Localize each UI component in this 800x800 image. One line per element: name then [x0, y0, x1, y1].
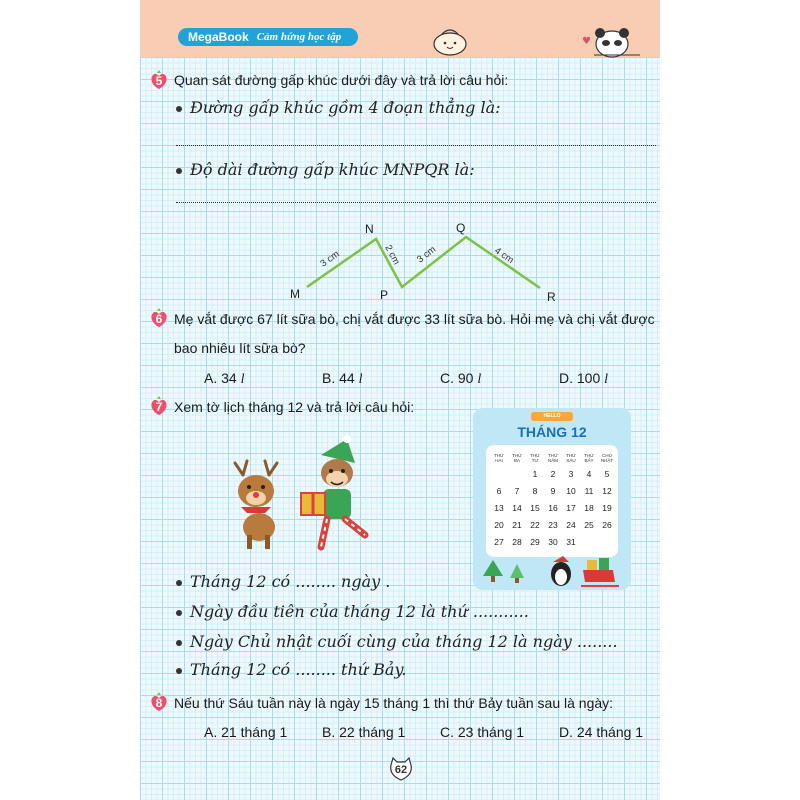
question-7-line-3: Ngày Chủ nhật cuối cùng của tháng 12 là ngày ........ — [176, 632, 618, 651]
question-7-prompt: Xem tờ lịch tháng 12 và trả lời câu hỏi: — [174, 399, 415, 415]
reindeer-icon — [235, 461, 277, 549]
tree-icon — [510, 564, 524, 583]
calendar-day: 1 — [532, 469, 538, 479]
q6-option-b[interactable]: B. 44 l — [322, 370, 363, 387]
sleigh-icon — [581, 558, 619, 586]
calendar-day: 7 — [514, 486, 520, 496]
calendar-weekday-header: THỨ TƯ — [530, 453, 540, 463]
calendar-day: 16 — [548, 503, 558, 513]
elf-icon — [301, 435, 365, 547]
segment-np-label: 2 cm — [382, 243, 402, 267]
brand-slogan: Cảm hứng học tập — [256, 31, 342, 43]
q8-option-b[interactable]: B. 22 tháng 1 — [322, 724, 406, 740]
calendar-day: 2 — [550, 469, 556, 479]
calendar-hello-tag: HELLO — [531, 412, 573, 421]
calendar-weekday-header: THỨ SÁU — [566, 453, 576, 463]
calendar-day: 19 — [602, 503, 612, 513]
calendar-day: 24 — [566, 520, 576, 530]
question-7-badge — [150, 396, 168, 416]
calendar-title: THÁNG 12 — [517, 424, 587, 440]
segment-mn-label: 3 cm — [318, 248, 342, 270]
calendar-day: 23 — [548, 520, 558, 530]
calendar-day: 5 — [604, 469, 610, 479]
calendar-grid — [486, 445, 618, 557]
question-8-badge — [150, 692, 168, 712]
question-5-number: 5 — [155, 74, 163, 88]
svg-text:♥: ♥ — [582, 36, 591, 47]
tree-icon — [483, 560, 503, 582]
segment-pq-label: 3 cm — [415, 244, 439, 266]
calendar-day: 8 — [532, 486, 538, 496]
calendar-day: 9 — [550, 486, 556, 496]
question-7-line-2: Ngày đầu tiên của tháng 12 là thứ ........... — [176, 602, 529, 621]
calendar-day: 4 — [586, 469, 592, 479]
point-r-label: R — [547, 290, 556, 304]
december-calendar — [473, 408, 631, 590]
point-p-label: P — [380, 288, 389, 302]
question-6-badge — [150, 308, 168, 328]
question-6-prompt-line-1: Mẹ vắt được 67 lít sữa bò, chị vắt được 33 lít sữa bò. Hỏi mẹ và chị vắt được — [174, 311, 655, 327]
calendar-day: 18 — [584, 503, 594, 513]
point-n-label: N — [365, 222, 374, 236]
question-6-prompt-line-2: bao nhiêu lít sữa bò? — [174, 340, 306, 356]
calendar-weekday-header: CHỦ NHẬT — [600, 453, 614, 463]
calendar-day: 26 — [602, 520, 612, 530]
point-m-label: M — [290, 287, 300, 301]
calendar-day: 3 — [568, 469, 574, 479]
question-8-number: 8 — [155, 696, 163, 710]
q8-option-c[interactable]: C. 23 tháng 1 — [440, 724, 525, 740]
calendar-weekday-header: THỨ BA — [512, 453, 522, 463]
question-6-number: 6 — [155, 312, 163, 326]
question-5-line-2: Độ dài đường gấp khúc MNPQR là: — [176, 160, 475, 179]
question-5-prompt: Quan sát đường gấp khúc dưới đây và trả lời câu hỏi: — [174, 72, 509, 88]
calendar-day: 29 — [530, 537, 540, 547]
calendar-day: 22 — [530, 520, 540, 530]
calendar-day: 28 — [512, 537, 522, 547]
calendar-day: 25 — [584, 520, 594, 530]
calendar-day: 15 — [530, 503, 540, 513]
penguin-icon — [551, 556, 571, 586]
question-7-line-4: Tháng 12 có ........ thứ Bảy. — [176, 660, 406, 679]
calendar-weekday-header: THỨ HAI — [494, 453, 504, 463]
calendar-day: 27 — [494, 537, 504, 547]
q6-option-a[interactable]: A. 34 l — [204, 370, 245, 387]
question-5-line-1: Đường gấp khúc gồm 4 đoạn thẳng là: — [176, 98, 501, 117]
q6-option-d[interactable]: D. 100 l — [559, 370, 609, 387]
segment-qr-label: 4 cm — [492, 245, 516, 267]
reindeer-elf-illustration — [225, 435, 385, 555]
calendar-day: 12 — [602, 486, 612, 496]
calendar-weekday-header: THỨ NĂM — [548, 453, 558, 463]
calendar-day: 6 — [496, 486, 502, 496]
q8-option-d[interactable]: D. 24 tháng 1 — [559, 724, 644, 740]
question-7-number: 7 — [155, 400, 163, 414]
calendar-day: 30 — [548, 537, 558, 547]
calendar-day: 14 — [512, 503, 522, 513]
christmas-decor — [473, 556, 631, 590]
calendar-day: 20 — [494, 520, 504, 530]
question-8-prompt: Nếu thứ Sáu tuần này là ngày 15 tháng 1 thì thứ Bảy tuần sau là ngày: — [174, 695, 614, 711]
q6-option-c[interactable]: C. 90 l — [440, 370, 482, 387]
page-number-badge — [388, 757, 414, 781]
calendar-day: 11 — [584, 486, 594, 496]
brand-logo: MegaBook — [188, 30, 249, 44]
calendar-day: 21 — [512, 520, 522, 530]
point-q-label: Q — [456, 221, 466, 235]
calendar-day: 13 — [494, 503, 504, 513]
calendar-day: 31 — [566, 537, 576, 547]
calendar-day: 17 — [566, 503, 576, 513]
question-7-line-1: Tháng 12 có ........ ngày . — [176, 572, 390, 591]
calendar-day: 10 — [566, 486, 576, 496]
q8-option-a[interactable]: A. 21 tháng 1 — [204, 724, 288, 740]
calendar-weekday-header: THỨ BẢY — [584, 453, 594, 463]
page-number: 62 — [394, 764, 408, 776]
